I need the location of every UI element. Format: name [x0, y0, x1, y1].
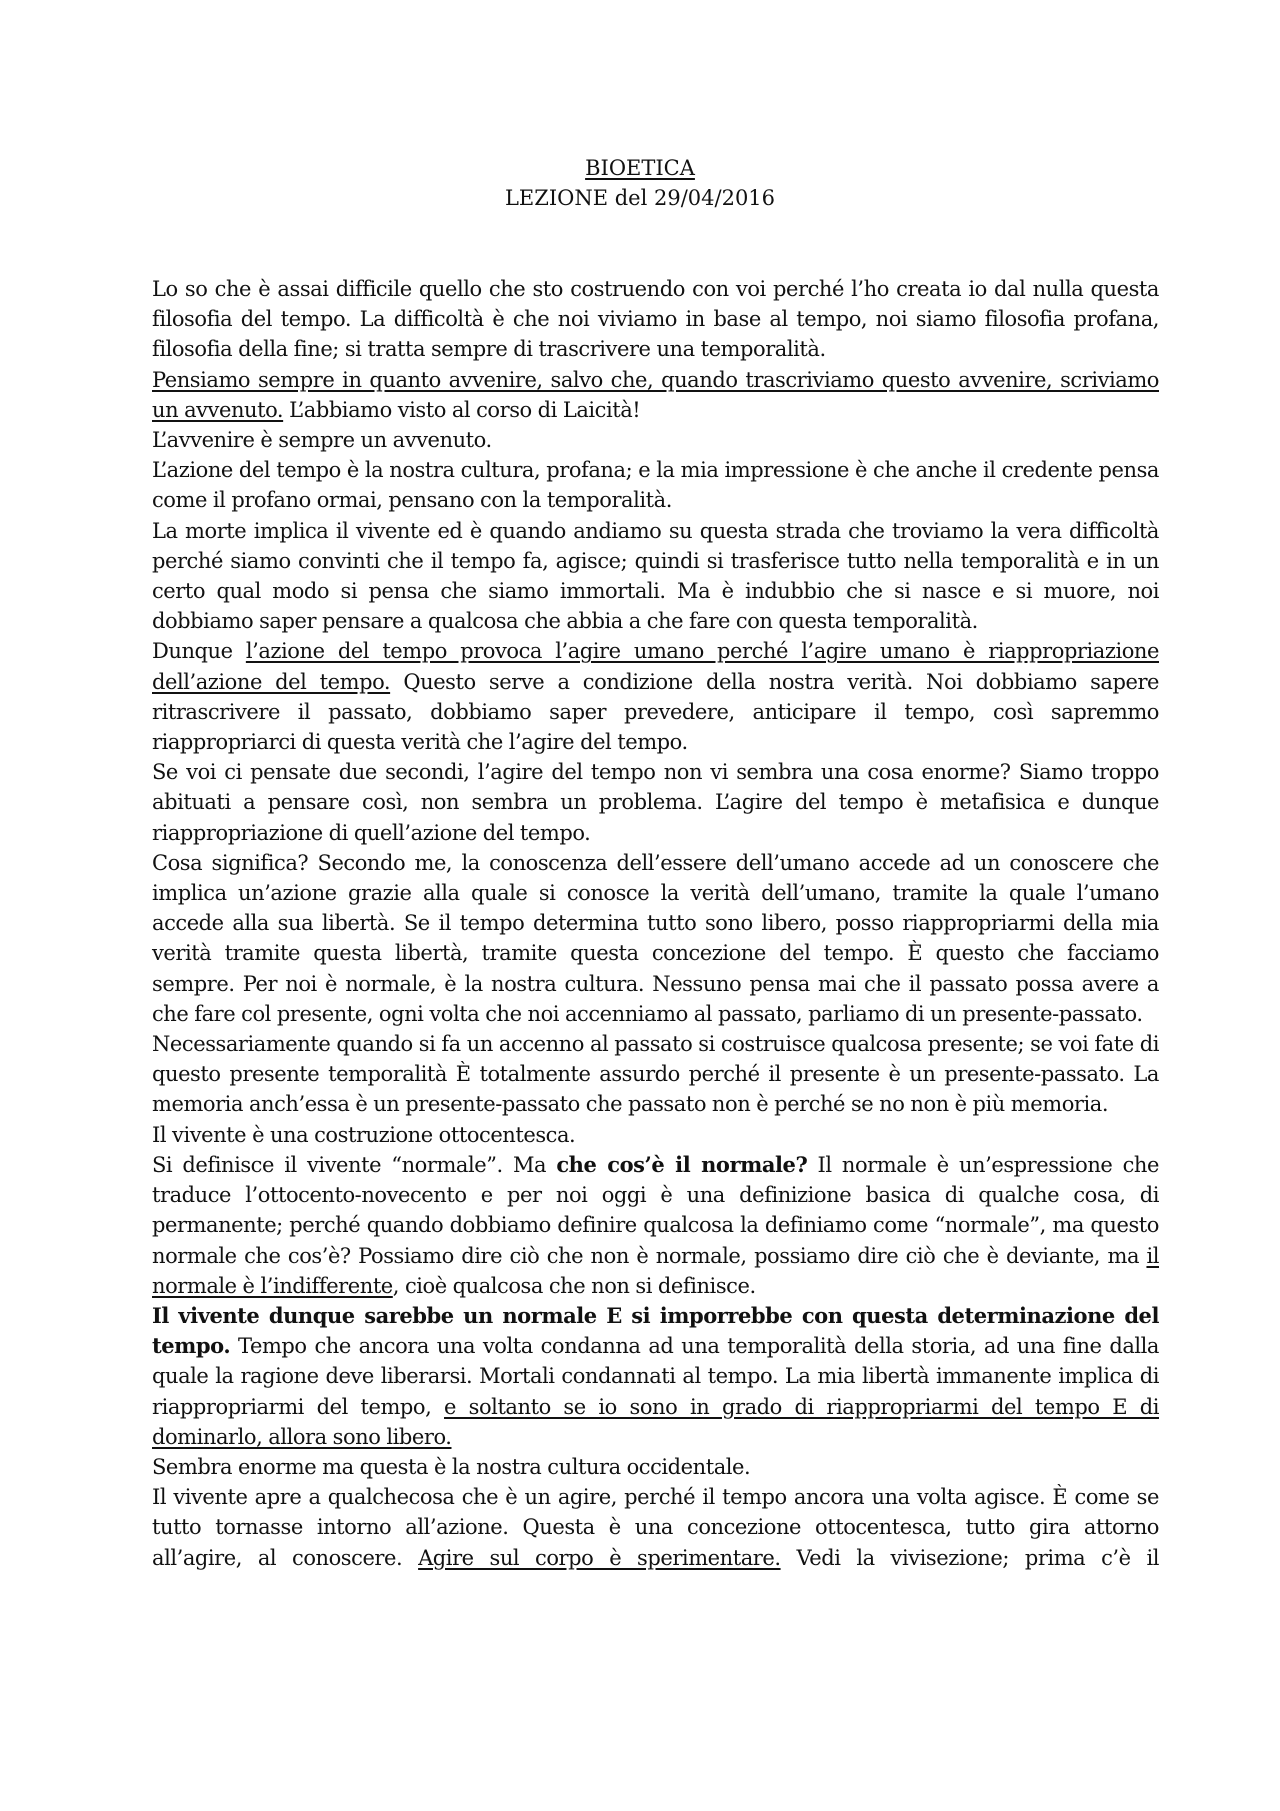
text-run: L’abbiamo visto al corso di Laicità!: [283, 397, 641, 422]
underlined-text: l’azione del tempo provoca l’agire umano perché l’agire umano è riappropriazione dell’azione del tempo.: [152, 639, 1159, 694]
paragraph: [152, 1452, 1159, 1482]
paragraph: [152, 274, 1159, 365]
paragraph: [152, 636, 1159, 757]
text-run: Il normale è un’espressione che traduce l’ottocento-novecento e per noi oggi è una definizione basica di qualche cosa, di permanente; perché quando dobbiamo definire qualcosa la definiamo come “normale”, ma questo normale che cos’è? Possiamo dire ciò che non è normale, possiamo dire ciò che è deviante, ma: [152, 1152, 1159, 1268]
paragraph: [152, 516, 1159, 637]
text-run: La morte implica il vivente ed è quando andiamo su questa strada che troviamo la vera difficoltà perché siamo convinti che il tempo fa, agisce; quindi si trasferisce tutto nella temporalità e in un certo qual modo si pensa che siamo immortali. Ma è indubbio che si nasce e si muore, noi dobbiamo saper pensare a qualcosa che abbia a che fare con questa temporalità.: [152, 518, 1159, 634]
text-run: Lo so che è assai difficile quello che sto costruendo con voi perché l’ho creata io dal nulla questa filosofia del tempo. La difficoltà è che noi viviamo in base al tempo, noi siamo filosofia profana, filosofia della fine; si tratta sempre di trascrivere una temporalità.: [152, 277, 1159, 362]
paragraph: [152, 1301, 1159, 1452]
underlined-text: Agire sul corpo è sperimentare.: [418, 1545, 781, 1570]
paragraph: [152, 848, 1159, 1029]
text-run: Se voi ci pensate due secondi, l’agire del tempo non vi sembra una cosa enorme? Siamo troppo abituati a pensare così, non sembra un problema. L’agire del tempo è metafisica e dunque riappropriazione di quell’azione del tempo.: [152, 760, 1159, 845]
lesson-date: LEZIONE del 29/04/2016: [504, 186, 776, 210]
text-run: L’azione del tempo è la nostra cultura, profana; e la mia impressione è che anche il credente pensa come il profano ormai, pensano con la temporalità.: [152, 458, 1159, 513]
paragraph: [152, 757, 1159, 848]
text-run: Sembra enorme ma questa è la nostra cultura occidentale.: [152, 1454, 751, 1479]
text-run: Il vivente è una costruzione ottocentesca.: [152, 1122, 576, 1147]
paragraph: [152, 425, 1159, 455]
underlined-text: Pensiamo sempre in quanto avvenire, salvo che, quando trascriviamo questo avvenire, scriviamo un avvenuto.: [152, 367, 1159, 422]
paragraph: [152, 1029, 1159, 1120]
bold-text: Il vivente dunque sarebbe un normale E si imporrebbe con questa determinazione del tempo.: [152, 1302, 1159, 1359]
paragraph: [152, 1120, 1159, 1150]
underlined-text: il normale è l’indifferente: [152, 1243, 1159, 1298]
underlined-text: e soltanto se io sono in grado di riappropriarmi del tempo E di dominarlo, allora sono libero.: [152, 1394, 1159, 1449]
paragraph: [152, 1482, 1159, 1573]
paragraph: [152, 455, 1159, 515]
text-run: L’avvenire è sempre un avvenuto.: [152, 428, 492, 453]
document-body: [152, 274, 1159, 1573]
text-run: Necessariamente quando si fa un accenno al passato si costruisce qualcosa presente; se voi fate di questo presente temporalità È totalmente assurdo perché il presente è un presente-passato. La memoria anch’essa è un presente-passato che passato non è perché se no non è più memoria.: [152, 1032, 1159, 1117]
text-run: Il vivente apre a qualchecosa che è un agire, perché il tempo ancora una volta agisce. È come se tutto tornasse intorno all’azione. Questa è una concezione ottocentesca, tutto gira attorno all’agire, al conoscere.: [152, 1485, 1159, 1570]
paragraph: [152, 365, 1159, 425]
text-run: Cosa significa? Secondo me, la conoscenza dell’essere dell’umano accede ad un conoscere che implica un’azione grazie alla quale si conosce la verità dell’umano, tramite la quale l’umano accede alla sua libertà. Se il tempo determina tutto sono libero, posso riappropriarmi della mia verità tramite questa libertà, tramite questa concezione del tempo. È questo che facciamo sempre. Per noi è normale, è la nostra cultura. Nessuno pensa mai che il passato possa avere a che fare col presente, ogni volta che noi accenniamo al passato, parliamo di un presente-passato.: [152, 850, 1159, 1026]
text-run: Vedi la vivisezione; prima c’è il: [780, 1545, 1160, 1570]
document-title: BIOETICA: [585, 156, 695, 180]
text-run: Dunque: [152, 639, 246, 664]
text-run: Tempo che ancora una volta condanna ad una temporalità della storia, ad una fine dalla quale la ragione deve liberarsi. Mortali condannati al tempo. La mia libertà immanente implica di riappropriarmi del tempo,: [152, 1334, 1159, 1419]
text-run: , cioè qualcosa che non si definisce.: [392, 1273, 756, 1298]
text-run: Questo serve a condizione della nostra verità. Noi dobbiamo sapere ritrascrivere il passato, dobbiamo saper prevedere, anticipare il tempo, così sapremmo riappropriarci di questa verità che l’agire del tempo.: [152, 669, 1160, 755]
bold-text: che cos’è il normale?: [556, 1151, 808, 1177]
text-run: Si definisce il vivente “normale”. Ma: [152, 1152, 557, 1177]
paragraph: [152, 1150, 1159, 1301]
